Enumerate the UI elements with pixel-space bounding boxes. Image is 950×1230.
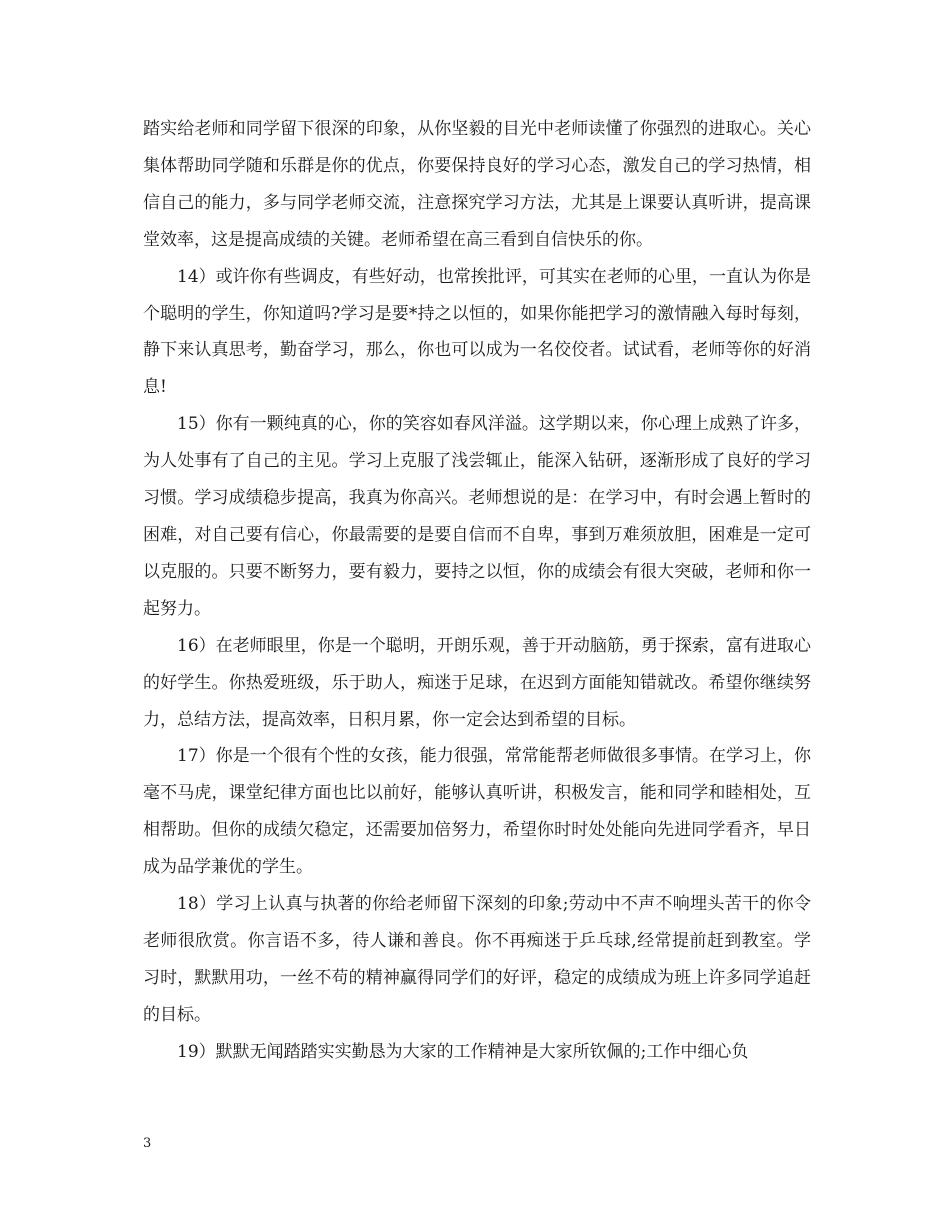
paragraph-16: 16）在老师眼里，你是一个聪明，开朗乐观，善于开动脑筋，勇于探索，富有进取心的好学生。你热爱班级，乐于助人，痴迷于足球，在迟到方面能知错就改。希望你继续努力，总结方法，提高效率，日积月累，你一定会达到希望的目标。 [143, 635, 811, 730]
paragraph-continued: 踏实给老师和同学留下很深的印象，从你坚毅的目光中老师读懂了你强烈的进取心。关心集体帮助同学随和乐群是你的优点，你要保持良好的学习心态，激发自己的学习热情，相信自己的能力，多与同学老师交流，注意探究学习方法，尤其是上课要认真听讲，提高课堂效率，这是提高成绩的关键。老师希望在高三看到自信快乐的你。 [143, 119, 811, 250]
document-body [143, 111, 811, 1071]
paragraph-15: 15）你有一颗纯真的心，你的笑容如春风洋溢。这学期以来，你心理上成熟了许多，为人处事有了自己的主见。学习上克服了浅尝辄止，能深入钻研，逐渐形成了良好的学习习惯。学习成绩稳步提高，我真为你高兴。老师想说的是：在学习中，有时会遇上暂时的困难，对自己要有信心，你最需要的是要自信而不自卑，事到万难须放胆，困难是一定可以克服的。只要不断努力，要有毅力，要持之以恒，你的成绩会有很大突破，老师和你一起努力。 [143, 414, 811, 619]
paragraph-14: 14）或许你有些调皮，有些好动，也常挨批评，可其实在老师的心里，一直认为你是个聪明的学生，你知道吗?学习是要*持之以恒的，如果你能把学习的激情融入每时每刻，静下来认真思考，勤奋学习，那么，你也可以成为一名佼佼者。试试看，老师等你的好消息! [143, 266, 811, 398]
paragraph-17: 17）你是一个很有个性的女孩，能力很强，常常能帮老师做很多事情。在学习上，你毫不马虎，课堂纪律方面也比以前好，能够认真听讲，积极发言，能和同学和睦相处，互相帮助。但你的成绩欠稳定，还需要加倍努力，希望你时时处处能向先进同学看齐，早日成为品学兼优的学生。 [143, 746, 811, 878]
page-number: 3 [143, 1136, 152, 1151]
paragraph-18: 18）学习上认真与执著的你给老师留下深刻的印象;劳动中不声不响埋头苦干的你令老师很欣赏。你言语不多，待人谦和善良。你不再痴迷于乒乓球,经常提前赶到教室。学习时，默默用功，一丝不苟的精神赢得同学们的好评，稳定的成绩成为班上许多同学追赶的目标。 [143, 894, 811, 1025]
paragraph-19: 19）默默无闻踏踏实实勤恳为大家的工作精神是大家所钦佩的;工作中细心负 [177, 1041, 749, 1062]
